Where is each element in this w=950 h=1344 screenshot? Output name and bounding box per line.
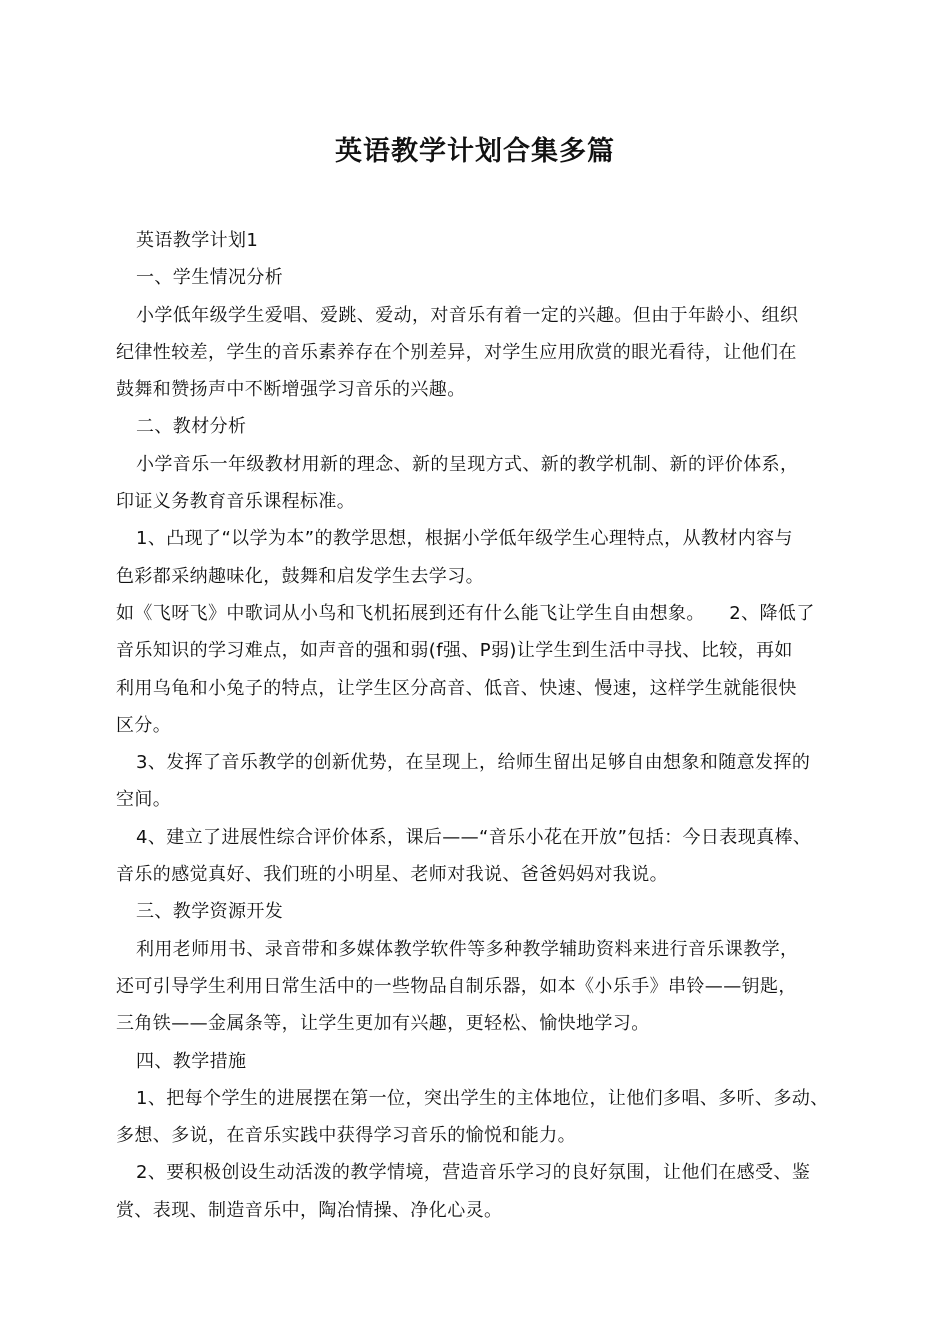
paragraph-line: 赏、表现、制造音乐中，陶冶情操、净化心灵。 bbox=[116, 1199, 503, 1221]
paragraph-line: 1、凸现了“以学为本”的教学思想，根据小学低年级学生心理特点，从教材内容与 bbox=[136, 528, 793, 550]
section-heading: 二、教材分析 bbox=[136, 416, 247, 438]
section-heading: 一、学生情况分析 bbox=[136, 267, 284, 289]
paragraph-line: 利用乌龟和小兔子的特点，让学生区分高音、低音、快速、慢速，这样学生就能很快 bbox=[116, 677, 797, 699]
paragraph-line: 多想、多说，在音乐实践中获得学习音乐的愉悦和能力。 bbox=[116, 1125, 576, 1147]
paragraph-line: 还可引导学生利用日常生活中的一些物品自制乐器，如本《小乐手》串铃——钥匙， bbox=[116, 975, 797, 997]
paragraph-line: 4、建立了进展性综合评价体系，课后——“音乐小花在开放”包括：今日表现真棒、 bbox=[136, 826, 812, 848]
paragraph-line: 音乐的感觉真好、我们班的小明星、老师对我说、爸爸妈妈对我说。 bbox=[116, 864, 668, 886]
paragraph-line: 色彩都采纳趣味化，鼓舞和启发学生去学习。 bbox=[116, 565, 484, 587]
section-heading: 四、教学措施 bbox=[136, 1050, 247, 1072]
paragraph-line: 利用老师用书、录音带和多媒体教学软件等多种教学辅助资料来进行音乐课教学， bbox=[136, 938, 799, 960]
paragraph-line: 小学音乐一年级教材用新的理念、新的呈现方式、新的教学机制、新的评价体系， bbox=[136, 453, 799, 475]
section-heading: 英语教学计划1 bbox=[136, 230, 259, 251]
section-heading: 三、教学资源开发 bbox=[136, 901, 284, 923]
paragraph-line: 纪律性较差，学生的音乐素养存在个别差异，对学生应用欣赏的眼光看待，让他们在 bbox=[116, 341, 797, 363]
paragraph-line: 区分。 bbox=[116, 714, 172, 736]
paragraph-line: 空间。 bbox=[116, 789, 172, 811]
paragraph-line: 印证义务教育音乐课程标准。 bbox=[116, 491, 356, 513]
paragraph-line: 三角铁——金属条等，让学生更加有兴趣，更轻松、愉快地学习。 bbox=[116, 1013, 650, 1035]
paragraph-line: 如《飞呀飞》中歌词从小鸟和飞机拓展到还有什么能飞让学生自由想象。 2、降低了 bbox=[116, 602, 815, 624]
paragraph-line: 2、要积极创设生动活泼的教学情境，营造音乐学习的良好氛围，让他们在感受、鉴 bbox=[136, 1162, 811, 1184]
paragraph-line: 鼓舞和赞扬声中不断增强学习音乐的兴趣。 bbox=[116, 379, 466, 401]
paragraph-line: 1、把每个学生的进展摆在第一位，突出学生的主体地位，让他们多唱、多听、多动、 bbox=[136, 1087, 829, 1109]
document-body bbox=[116, 222, 856, 1229]
page-title: 英语教学计划合集多篇 bbox=[335, 136, 615, 167]
paragraph-line: 3、发挥了音乐教学的创新优势，在呈现上，给师生留出足够自由想象和随意发挥的 bbox=[136, 752, 811, 774]
paragraph-line: 小学低年级学生爱唱、爱跳、爱动，对音乐有着一定的兴趣。但由于年龄小、组织 bbox=[136, 304, 799, 326]
paragraph-line: 音乐知识的学习难点，如声音的强和弱(f强、P弱)让学生到生活中寻找、比较，再如 bbox=[116, 640, 793, 662]
